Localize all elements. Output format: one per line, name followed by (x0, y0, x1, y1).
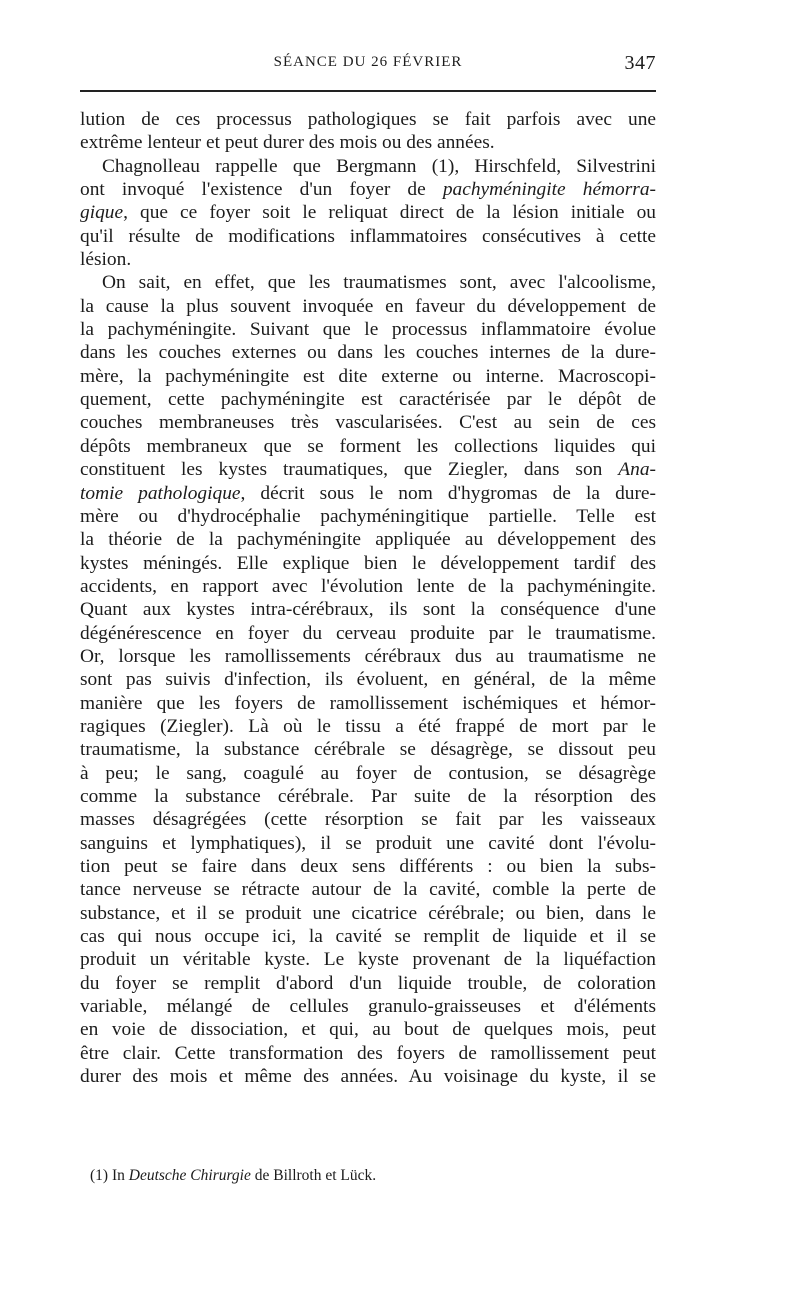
text-line: gique, que ce foyer soit le reliquat direct de la lésion initiale ou (80, 202, 656, 224)
text-line: produit un véritable kyste. Le kyste provenant de la liquéfaction (80, 949, 656, 971)
text-line: sont pas suivis d'infection, ils évoluent, en général, de la même (80, 669, 656, 691)
text-line: masses désagrégées (cette résorption se fait par les vaisseaux (80, 809, 656, 831)
footnote-marker: (1) (90, 1167, 109, 1184)
footnote-suffix: de Billroth et Lück. (254, 1167, 377, 1184)
text-line: qu'il résulte de modifications inflammatoires consécutives à cette (80, 225, 656, 247)
italic-phrase: Ana- (618, 459, 656, 481)
text-line: variable, mélangé de cellules granulo-graisseuses et d'éléments (80, 996, 656, 1018)
text-line: couches membraneuses très vascularisées. C'est au sein de ces (80, 412, 656, 434)
text-line: tance nerveuse se rétracte autour de la cavité, comble la perte de (80, 879, 656, 901)
text-line: la cause la plus souvent invoquée en faveur du développement de (80, 295, 656, 317)
text-line: lésion. (80, 249, 132, 271)
text-line: Or, lorsque les ramollissements cérébraux dus au traumatisme ne (80, 645, 656, 667)
text-line: être clair. Cette transformation des foyers de ramollissement peut (80, 1042, 656, 1064)
text-line: sanguins et lymphatiques), il se produit une cavité dont l'évolu- (80, 832, 656, 854)
text-line: en voie de dissociation, et qui, au bout de quelques mois, peut (80, 1019, 656, 1041)
text-line: quement, cette pachyméningite est caractérisée par le dépôt de (80, 389, 656, 411)
text-line: Chagnolleau rappelle que Bergmann (1), Hirschfeld, Silvestrini (102, 155, 656, 177)
text-line: kystes méningés. Elle explique bien le développement tardif des (80, 552, 656, 574)
text-line: traumatisme, la substance cérébrale se désagrège, se dissout peu (80, 739, 656, 761)
text-line: substance, et il se produit une cicatrice cérébrale; ou bien, dans le (80, 902, 656, 924)
text-line: dépôts membraneux que se forment les collections liquides qui (80, 435, 656, 457)
footnote-prefix: In (111, 1167, 125, 1184)
text-line: mère, la pachyméningite est dite externe ou interne. Macroscopi- (80, 365, 656, 387)
text-line: durer des mois et même des années. Au voisinage du kyste, il se (80, 1066, 656, 1088)
running-title: SÉANCE DU 26 FÉVRIER (273, 54, 463, 70)
text-line: comme la substance cérébrale. Par suite de la résorption des (80, 785, 656, 807)
footnote-work-title: Deutsche Chirurgie (128, 1167, 251, 1184)
text-line: extrême lenteur et peut durer des mois ou des années. (80, 132, 495, 154)
text-line: constituent les kystes traumatiques, que Ziegler, dans son Ana- (80, 459, 656, 481)
text-line: tion peut se faire dans deux sens différents : ou bien la subs- (80, 856, 656, 877)
text-line: manière que les foyers de ramollissement ischémiques et hémor- (80, 692, 656, 714)
text-line: dégénérescence en foyer du cerveau produite par le traumatisme. (80, 622, 656, 644)
text-line: cas qui nous occupe ici, la cavité se remplit de liquide et il se (80, 926, 656, 948)
text-line: lution de ces processus pathologiques se fait parfois avec une (80, 109, 656, 130)
header-rule (80, 90, 656, 92)
italic-phrase: pachyméningite hémorra- (442, 179, 656, 201)
text-line: dans les couches externes ou dans les couches internes de la dure- (80, 342, 656, 364)
text-line: la pachyméningite. Suivant que le processus inflammatoire évolue (80, 319, 656, 341)
italic-phrase: tomie pathologique (80, 482, 241, 504)
text-line: ragiques (Ziegler). Là où le tissu a été frappé de mort par le (80, 715, 656, 737)
text-line: Quant aux kystes intra-cérébraux, ils sont la conséquence d'une (80, 599, 656, 621)
text-line: On sait, en effet, que les traumatismes sont, avec l'alcoolisme, (102, 272, 656, 294)
page-number: 347 (624, 52, 656, 74)
text-line: mère ou d'hydrocéphalie pachyméningitique partielle. Telle est (80, 505, 656, 527)
footnote (80, 1167, 666, 1185)
text-line: tomie pathologique, décrit sous le nom d'hygromas de la dure- (80, 482, 656, 504)
text-line: la théorie de la pachyméningite appliquée au développement des (80, 529, 656, 551)
text-line: du foyer se remplit d'abord d'un liquide trouble, de coloration (80, 972, 656, 994)
body-text (80, 108, 656, 1088)
text-line: ont invoqué l'existence d'un foyer de pachyméningite hémorra- (80, 179, 656, 201)
text-line: accidents, en rapport avec l'évolution lente de la pachyméningite. (80, 575, 656, 597)
text-line: à peu; le sang, coagulé au foyer de contusion, se désagrège (80, 762, 656, 784)
italic-phrase: gique (80, 202, 124, 224)
